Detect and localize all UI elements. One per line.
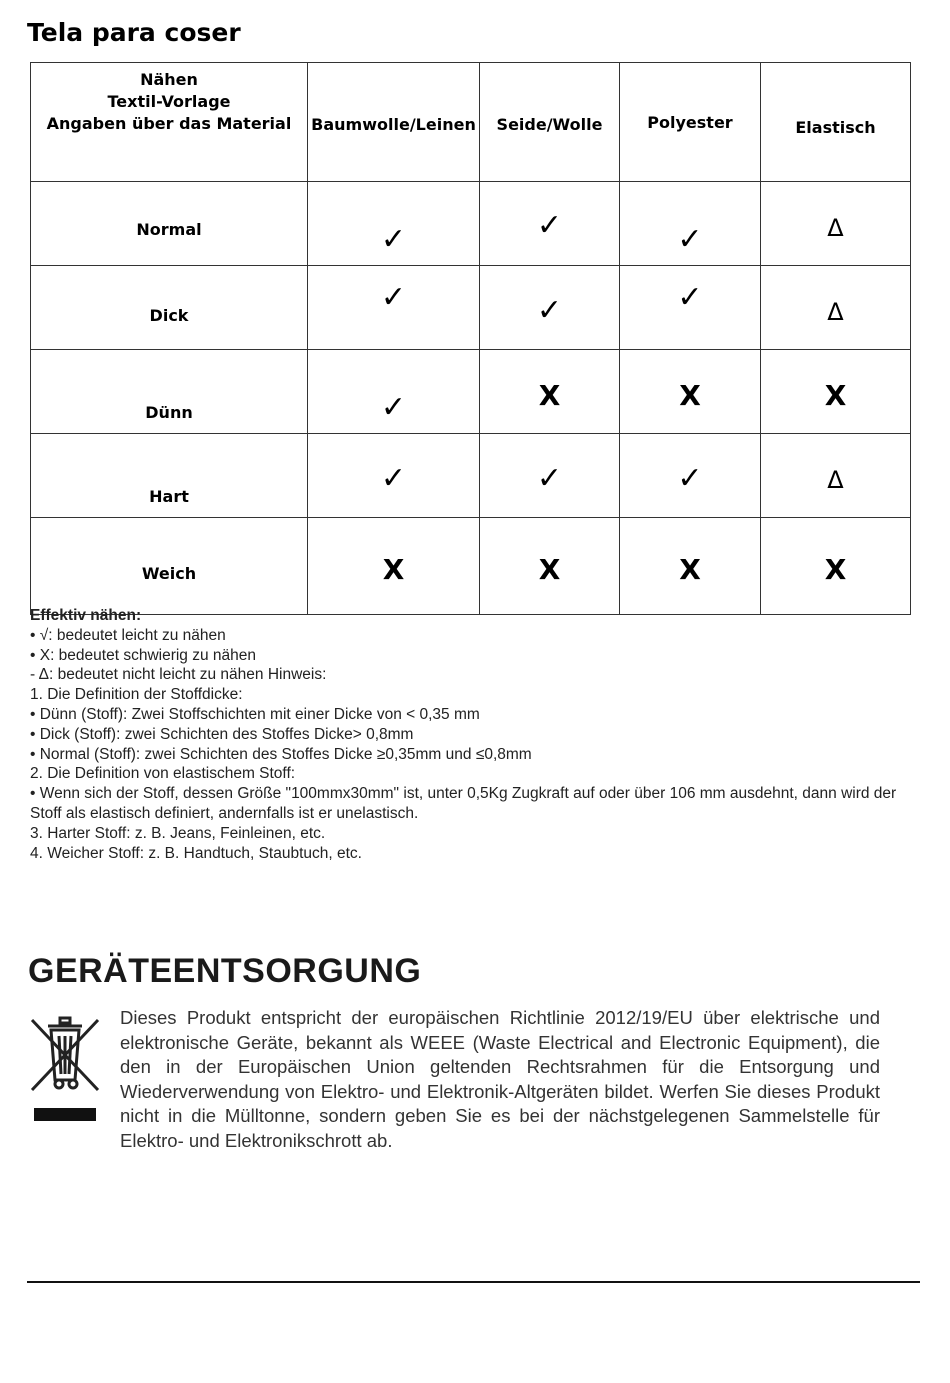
table-cell: ✓ bbox=[480, 182, 620, 266]
notes-heading: Effektiv nähen: bbox=[30, 607, 142, 624]
table-row bbox=[31, 182, 911, 266]
page-title: Tela para coser bbox=[27, 18, 241, 47]
table-cell: X bbox=[480, 518, 620, 615]
table-cell: ✓ bbox=[308, 434, 480, 518]
column-header-elastisch: Elastisch bbox=[761, 63, 911, 182]
note-line: • Wenn sich der Stoff, dessen Größe "100mmx30mm" ist, unter 0,5Kg Zugkraft auf oder über 106 mm ausdehnt, dann wird der Stoff als elastisch definiert, andernfalls ist er unelastisch. bbox=[30, 785, 897, 822]
table-row bbox=[31, 266, 911, 350]
corner-line: Nähen bbox=[140, 70, 198, 89]
note-line: 3. Harter Stoff: z. B. Jeans, Feinleinen, etc. bbox=[30, 824, 326, 842]
fabric-compatibility-table bbox=[30, 62, 911, 615]
sewing-notes bbox=[30, 606, 910, 863]
disposal-text: Dieses Produkt entspricht der europäischen Richtlinie 2012/19/EU über elektrische und elektronische Geräte, bekannt als WEEE (Waste Electrical and Electronic Equipment), die den in der Europäischen Union geltenden Rechtsrahmen für die Entsorgung und Wiederverwendung von Elektro- und Elektronik-Altgeräten bildet. Werfen Sie dieses Produkt nicht in die Mülltonne, sondern geben Sie es bei der nächstgelegenen Sammelstelle für Elektro- und Elektronikschrott ab. bbox=[120, 1007, 880, 1151]
table-cell: X bbox=[620, 518, 761, 615]
table-row bbox=[31, 350, 911, 434]
table-cell: X bbox=[761, 350, 911, 434]
table-cell: X bbox=[620, 350, 761, 434]
table-cell: ✓ bbox=[308, 182, 480, 266]
column-header-baumwolle: Baumwolle/Leinen bbox=[308, 63, 480, 182]
table-cell: ✓ bbox=[308, 350, 480, 434]
table-cell: X bbox=[761, 518, 911, 615]
note-line: • Dünn (Stoff): Zwei Stoffschichten mit einer Dicke von < 0,35 mm bbox=[30, 705, 480, 723]
table-cell: ✓ bbox=[620, 266, 761, 350]
note-line: 1. Die Definition der Stoffdicke: bbox=[30, 686, 243, 704]
table-cell: ✓ bbox=[480, 266, 620, 350]
row-label: Hart bbox=[31, 434, 308, 518]
row-label: Normal bbox=[31, 182, 308, 266]
footer-divider bbox=[27, 1281, 920, 1283]
table-header-row bbox=[31, 63, 911, 182]
weee-crossed-bin-icon bbox=[26, 1012, 102, 1124]
table-row bbox=[31, 518, 911, 615]
table-cell: ✓ bbox=[308, 266, 480, 350]
table-cell: ✓ bbox=[480, 434, 620, 518]
note-line: 4. Weicher Stoff: z. B. Handtuch, Staubtuch, etc. bbox=[30, 844, 362, 862]
table-cell: X bbox=[480, 350, 620, 434]
note-line: • √: bedeutet leicht zu nähen bbox=[30, 626, 226, 644]
corner-line: Angaben über das Material bbox=[46, 114, 292, 133]
table-row bbox=[31, 434, 911, 518]
note-line: • Normal (Stoff): zwei Schichten des Stoffes Dicke ≥0,35mm und ≤0,8mm bbox=[30, 745, 532, 763]
column-header-polyester: Polyester bbox=[620, 63, 761, 182]
note-line: 2. Die Definition von elastischem Stoff: bbox=[30, 765, 296, 783]
note-line: • Dick (Stoff): zwei Schichten des Stoffes Dicke> 0,8mm bbox=[30, 725, 414, 743]
table-cell: ✓ bbox=[620, 434, 761, 518]
column-header-seide: Seide/Wolle bbox=[480, 63, 620, 182]
table-cell: Δ bbox=[761, 182, 911, 266]
row-label: Dünn bbox=[31, 350, 308, 434]
row-label: Dick bbox=[31, 266, 308, 350]
table-cell: X bbox=[308, 518, 480, 615]
row-label: Weich bbox=[31, 518, 308, 615]
corner-line: Textil-Vorlage bbox=[107, 92, 231, 111]
table-cell: Δ bbox=[761, 266, 911, 350]
table-corner-header bbox=[31, 63, 308, 182]
note-line: • X: bedeutet schwierig zu nähen bbox=[30, 646, 257, 664]
table-cell: Δ bbox=[761, 434, 911, 518]
disposal-title: GERÄTEENTSORGUNG bbox=[28, 952, 422, 990]
note-line: - Δ: bedeutet nicht leicht zu nähen Hinweis: bbox=[30, 666, 327, 684]
table-cell: ✓ bbox=[620, 182, 761, 266]
